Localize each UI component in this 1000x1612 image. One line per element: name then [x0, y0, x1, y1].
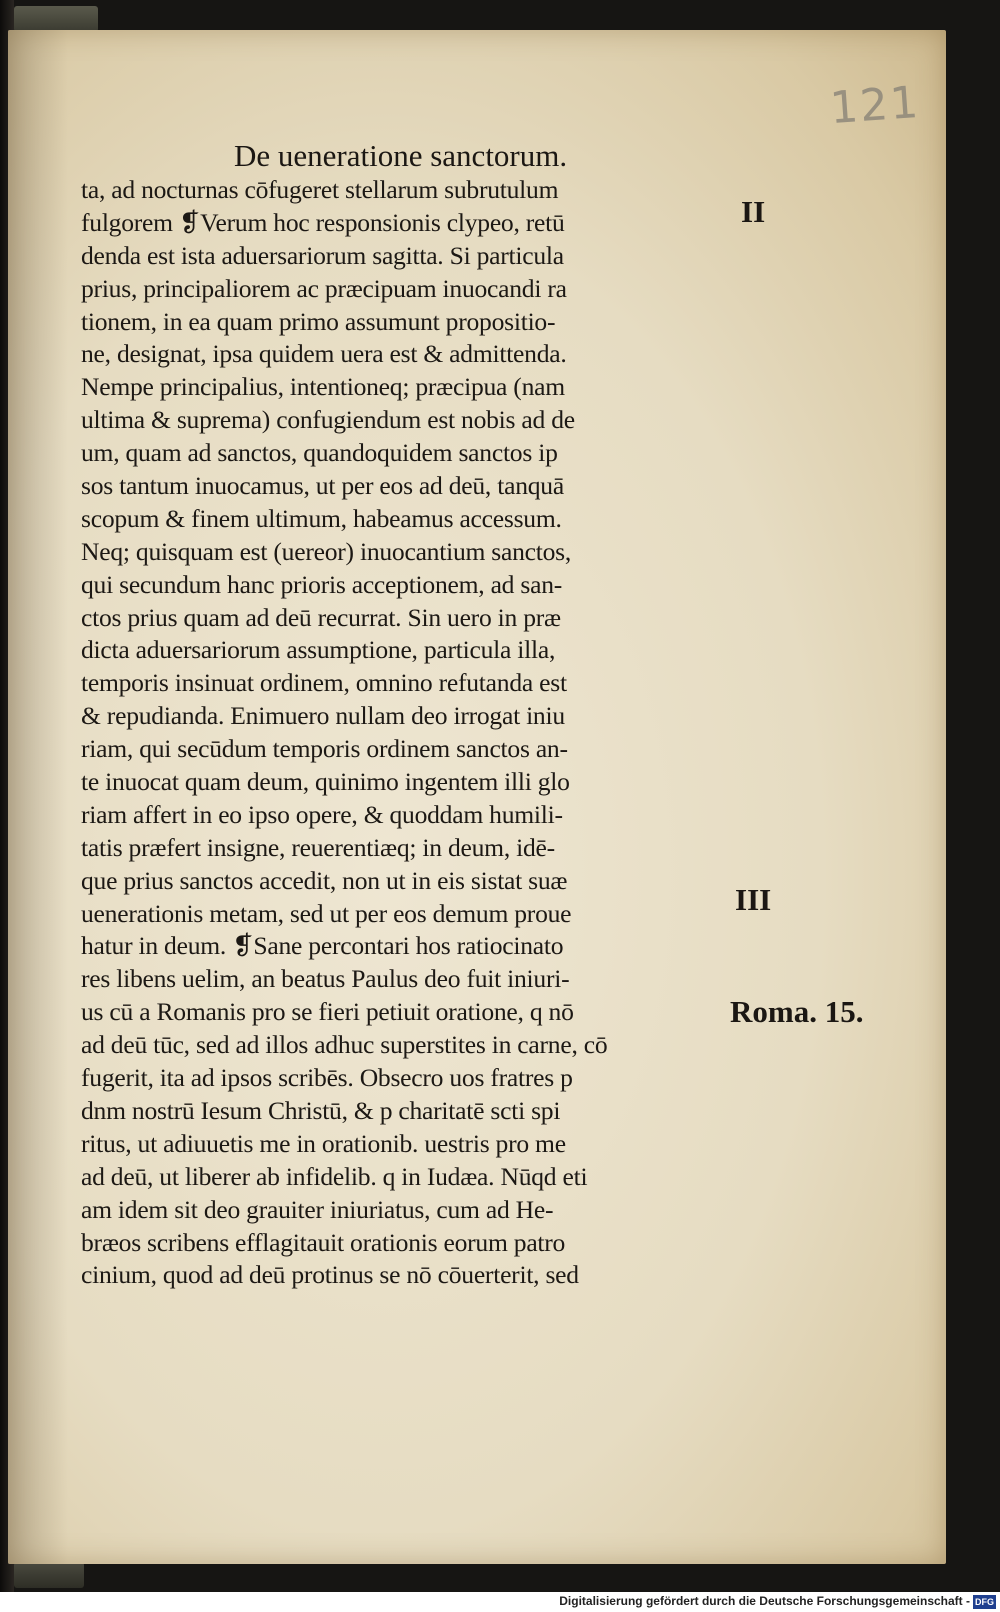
text-line: ctos prius quam ad deū recurrat. Sin uero in præ: [81, 602, 561, 632]
text-line: dicta aduersariorum assumptione, particula illa,: [81, 635, 556, 665]
text-line: fugerit, ita ad ipsos scribēs. Obsecro uos fratres p: [81, 1063, 573, 1093]
text-line: que prius sanctos accedit, non ut in eis sistat suæ: [81, 865, 568, 895]
text-line: tatis præfert insigne, reuerentiæq; in deum, idē-: [81, 832, 555, 862]
text-line: uenerationis metam, sed ut per eos demum proue: [81, 898, 572, 928]
text-line: scopum & finem ultimum, habeamus accessum.: [81, 503, 562, 533]
margin-note: II: [741, 194, 766, 229]
text-line: prius, principaliorem ac præcipuam inuocandi ra: [81, 273, 567, 303]
text-line: um, quam ad sanctos, quandoquidem sanctos ip: [81, 438, 558, 468]
text-line: Neq; quisquam est (uereor) inuocantium sanctos,: [81, 536, 572, 566]
text-line: ad deū tūc, sed ad illos adhuc superstites in carne, cō: [81, 1030, 608, 1060]
text-line: te inuocat quam deum, quinimo ingentem illi glo: [81, 767, 570, 797]
text-line: riam affert in eo ipso opere, & quoddam humili-: [81, 799, 563, 829]
text-line: ne, designat, ipsa quidem uera est & admittenda.: [81, 339, 567, 369]
text-line: res libens uelim, an beatus Paulus deo fuit iniuri-: [81, 964, 570, 994]
folio-number: 121: [828, 76, 922, 135]
funding-credit: Digitalisierung gefördert durch die Deutsche Forschungsgemeinschaft -: [559, 1594, 970, 1608]
text-line: dnm nostrū Iesum Christū, & p charitatē scti spi: [81, 1095, 561, 1125]
running-head: De ueneratione sanctorum.: [234, 138, 568, 173]
text-line: temporis insinuat ordinem, omnino refutanda est: [81, 668, 567, 698]
margin-note: Roma. 15.: [730, 994, 864, 1029]
text-line: hatur in deum. ❡Sane percontari hos ratiocinato: [81, 931, 564, 961]
text-line: riam, qui secūdum temporis ordinem sanctos an-: [81, 734, 568, 764]
text-line: fulgorem ❡Verum hoc responsionis clypeo, retū: [81, 207, 565, 237]
footer-bar: [0, 1592, 1000, 1612]
text-line: qui secundum hanc prioris acceptionem, ad san-: [81, 569, 563, 599]
text-line: ritus, ut adiuuetis me in orationib. uestris pro me: [81, 1128, 566, 1158]
text-line: cinium, quod ad deū protinus se nō cōuerterit, sed: [81, 1260, 579, 1290]
text-line: us cū a Romanis pro se fieri petiuit oratione, q nō: [81, 997, 574, 1027]
book-page: [8, 30, 946, 1564]
text-line: denda est ista aduersariorum sagitta. Si particula: [81, 240, 564, 270]
text-line: Nempe principalius, intentioneq; præcipua (nam: [81, 372, 565, 402]
text-line: ta, ad nocturnas cōfugeret stellarum subrutulum: [81, 175, 559, 204]
text-line: sos tantum inuocamus, ut per eos ad deū, tanquā: [81, 471, 564, 501]
margin-note: III: [735, 882, 772, 917]
dfg-logo: DFG: [975, 1597, 994, 1607]
text-line: bræos scribens efflagitauit orationis eorum patro: [81, 1227, 566, 1257]
text-line: & repudianda. Enimuero nullam deo irrogat iniu: [81, 701, 565, 731]
text-line: ad deū, ut liberer ab infidelib. q in Iudæa. Nūqd eti: [81, 1161, 588, 1191]
text-line: am idem sit deo grauiter iniuriatus, cum ad He-: [81, 1194, 554, 1224]
scan-clip-bottom: [14, 1562, 84, 1588]
text-line: tionem, in ea quam primo assumunt propositio-: [81, 306, 556, 336]
text-line: ultima & suprema) confugiendum est nobis ad de: [81, 405, 575, 435]
body-text: [81, 174, 731, 1292]
scan-clip-top: [14, 6, 98, 32]
